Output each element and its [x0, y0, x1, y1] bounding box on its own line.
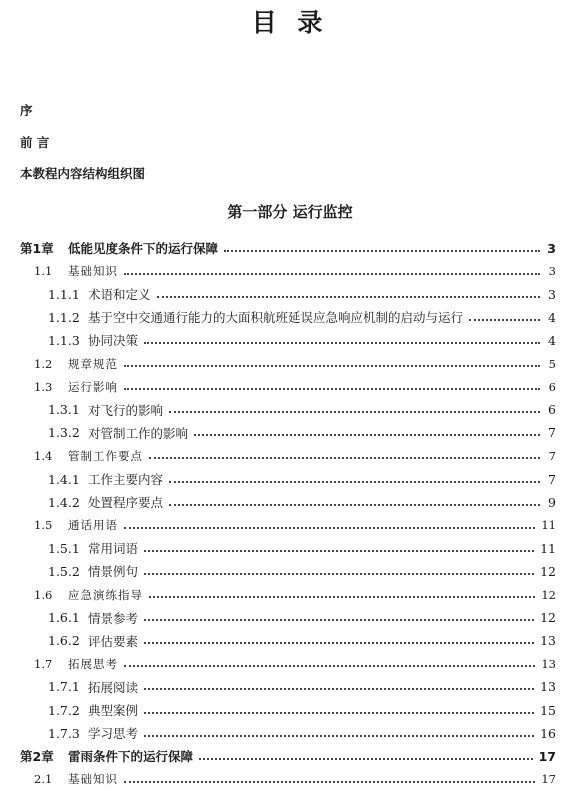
toc-entry-title: 应急演练指导 [68, 587, 143, 602]
toc-entry-title: 基础知识 [68, 264, 118, 279]
toc-entry-title: 术语和定义 [88, 287, 151, 303]
toc-entry-number: 1.3.2 [48, 425, 80, 441]
toc-entry-title: 评估要素 [88, 633, 139, 649]
toc-entry-title: 对管制工作的影响 [88, 425, 189, 441]
toc-entry-page: 7 [548, 448, 556, 463]
toc-entry-number: 1.6.2 [48, 633, 80, 649]
dot-leader [194, 433, 540, 436]
toc-entry[interactable] [48, 724, 556, 742]
dot-leader [144, 341, 540, 344]
toc-entry[interactable] [34, 655, 556, 673]
toc-entry-page: 17 [541, 772, 556, 787]
toc-entry-page: 11 [541, 518, 556, 533]
toc-entry-number: 1.1 [34, 264, 53, 279]
front-item-structure-diagram[interactable]: 本教程内容结构组织图 [20, 166, 146, 181]
toc-entry[interactable] [34, 355, 556, 373]
dot-leader [169, 503, 540, 506]
dot-leader [124, 387, 540, 390]
dot-leader [157, 295, 540, 298]
toc-entry-title: 处置程序要点 [88, 495, 164, 511]
toc-entry[interactable] [34, 516, 556, 534]
dot-leader [144, 549, 534, 552]
toc-entry-title: 情景例句 [88, 564, 139, 580]
toc-entry-page: 11 [540, 540, 556, 556]
toc-entry-title: 通话用语 [68, 518, 118, 533]
toc-entry-number: 第1章 [20, 241, 54, 256]
toc-entry[interactable] [34, 262, 556, 280]
toc-entry-number: 1.5.2 [48, 563, 80, 579]
toc-entry[interactable] [48, 678, 556, 696]
toc-entry-page: 12 [541, 587, 556, 602]
toc-entry-number: 1.4 [34, 448, 53, 463]
toc-entry-number: 1.1.2 [48, 309, 80, 325]
toc-entry-number: 1.7 [34, 656, 53, 671]
toc-entry-title: 常用词语 [88, 541, 139, 557]
toc-entry-page: 6 [548, 379, 556, 394]
dot-leader [144, 572, 534, 575]
toc-entry-page: 7 [548, 471, 556, 487]
front-item-foreword[interactable]: 前 言 [20, 135, 50, 150]
page-title: 目 录 [251, 8, 329, 37]
toc-entry-number: 1.1.1 [48, 286, 80, 302]
toc-entry[interactable] [34, 447, 556, 465]
toc-entry-title: 拓展阅读 [88, 679, 139, 695]
dot-leader [124, 364, 540, 367]
toc-entry-page: 4 [548, 309, 556, 325]
dot-leader [144, 687, 534, 690]
dot-leader [124, 780, 535, 783]
dot-leader [224, 249, 540, 252]
dot-leader [124, 526, 535, 529]
toc-entry-page: 17 [538, 748, 556, 764]
dot-leader [169, 480, 540, 483]
toc-entry-number: 1.6 [34, 587, 53, 602]
toc-entry-title: 规章规范 [68, 356, 118, 371]
toc-entry-number: 1.1.3 [48, 332, 80, 348]
toc-entry-number: 1.3.1 [48, 402, 80, 418]
toc-entry-title: 基础知识 [68, 772, 118, 787]
toc-entry-number: 1.7.1 [48, 679, 80, 695]
toc-entry-number: 1.7.2 [48, 702, 80, 718]
toc-entry-number: 1.4.2 [48, 494, 80, 510]
toc-entry-page: 9 [548, 494, 556, 510]
toc-entry[interactable] [48, 609, 556, 627]
toc-entry-page: 3 [547, 240, 556, 256]
toc-entry[interactable] [20, 747, 556, 765]
dot-leader [144, 641, 534, 644]
toc-entry-page: 6 [548, 402, 556, 418]
toc-entry-number: 第2章 [20, 749, 54, 765]
toc-entry-number: 2.1 [34, 772, 53, 787]
toc-entry-page: 16 [540, 725, 556, 741]
toc-entry-number: 1.7.3 [48, 725, 80, 741]
toc-entry-page: 3 [548, 264, 556, 279]
toc-entry[interactable] [48, 632, 556, 650]
toc-entry-title: 运行影响 [68, 379, 118, 394]
toc-entry-title: 基于空中交通通行能力的大面积航班延误应急响应机制的启动与运行 [88, 310, 464, 326]
toc-entry-number: 1.6.1 [48, 610, 80, 626]
toc-entry-page: 15 [540, 702, 556, 718]
toc-entry-number: 1.5 [34, 518, 53, 533]
toc-entry-page: 13 [540, 679, 556, 695]
toc-entry-page: 4 [548, 332, 556, 348]
toc-entry-number: 1.2 [34, 356, 53, 371]
toc-entry-title: 雷雨条件下的运行保障 [68, 749, 194, 765]
dot-leader [199, 757, 533, 760]
dot-leader [144, 618, 534, 621]
front-item-preface[interactable]: 序 [20, 103, 33, 118]
toc-entry-page: 13 [540, 633, 556, 649]
dot-leader [169, 410, 540, 413]
dot-leader [149, 595, 535, 598]
toc-entry[interactable] [34, 770, 556, 788]
dot-leader [469, 318, 540, 321]
toc-entry-page: 5 [548, 356, 556, 371]
toc-entry-title: 拓展思考 [68, 656, 118, 671]
toc-entry[interactable] [48, 493, 556, 511]
toc-entry-title: 协同决策 [88, 333, 139, 349]
toc-entry-title: 对飞行的影响 [88, 402, 164, 418]
dot-leader [124, 272, 540, 275]
toc-entry-title: 管制工作要点 [68, 448, 143, 463]
toc-entry-page: 12 [540, 610, 556, 626]
dot-leader [149, 456, 540, 459]
dot-leader [124, 664, 535, 667]
toc-entry[interactable] [48, 424, 556, 442]
toc-entry-page: 3 [548, 286, 556, 302]
dot-leader [144, 711, 534, 714]
toc-entry-title: 低能见度条件下的运行保障 [68, 241, 219, 256]
part-title: 第一部分 运行监控 [227, 203, 353, 221]
toc-entry-page: 12 [540, 563, 556, 579]
toc-entry-number: 1.5.1 [48, 540, 80, 556]
toc-entry[interactable] [48, 308, 556, 326]
toc-entry[interactable] [48, 331, 556, 349]
toc-entry[interactable] [34, 378, 556, 396]
toc-entry[interactable] [48, 285, 556, 303]
toc-entry-page: 7 [548, 425, 556, 441]
toc-entry-title: 情景参考 [88, 610, 139, 626]
toc-entry-title: 典型案例 [88, 703, 139, 718]
toc-entry[interactable] [34, 586, 556, 604]
toc-entry-title: 工作主要内容 [88, 472, 164, 487]
toc-entry-number: 1.4.1 [48, 471, 80, 487]
toc-entry[interactable] [48, 562, 556, 580]
toc-entry[interactable] [48, 701, 556, 719]
toc-entry-number: 1.3 [34, 379, 53, 394]
toc-entry-title: 学习思考 [88, 726, 139, 742]
toc-entry-page: 13 [541, 656, 556, 671]
toc-entry[interactable] [20, 239, 556, 257]
toc-entry[interactable] [48, 401, 556, 419]
toc-entry[interactable] [48, 470, 556, 488]
toc-entry[interactable] [48, 539, 556, 557]
dot-leader [144, 734, 534, 737]
